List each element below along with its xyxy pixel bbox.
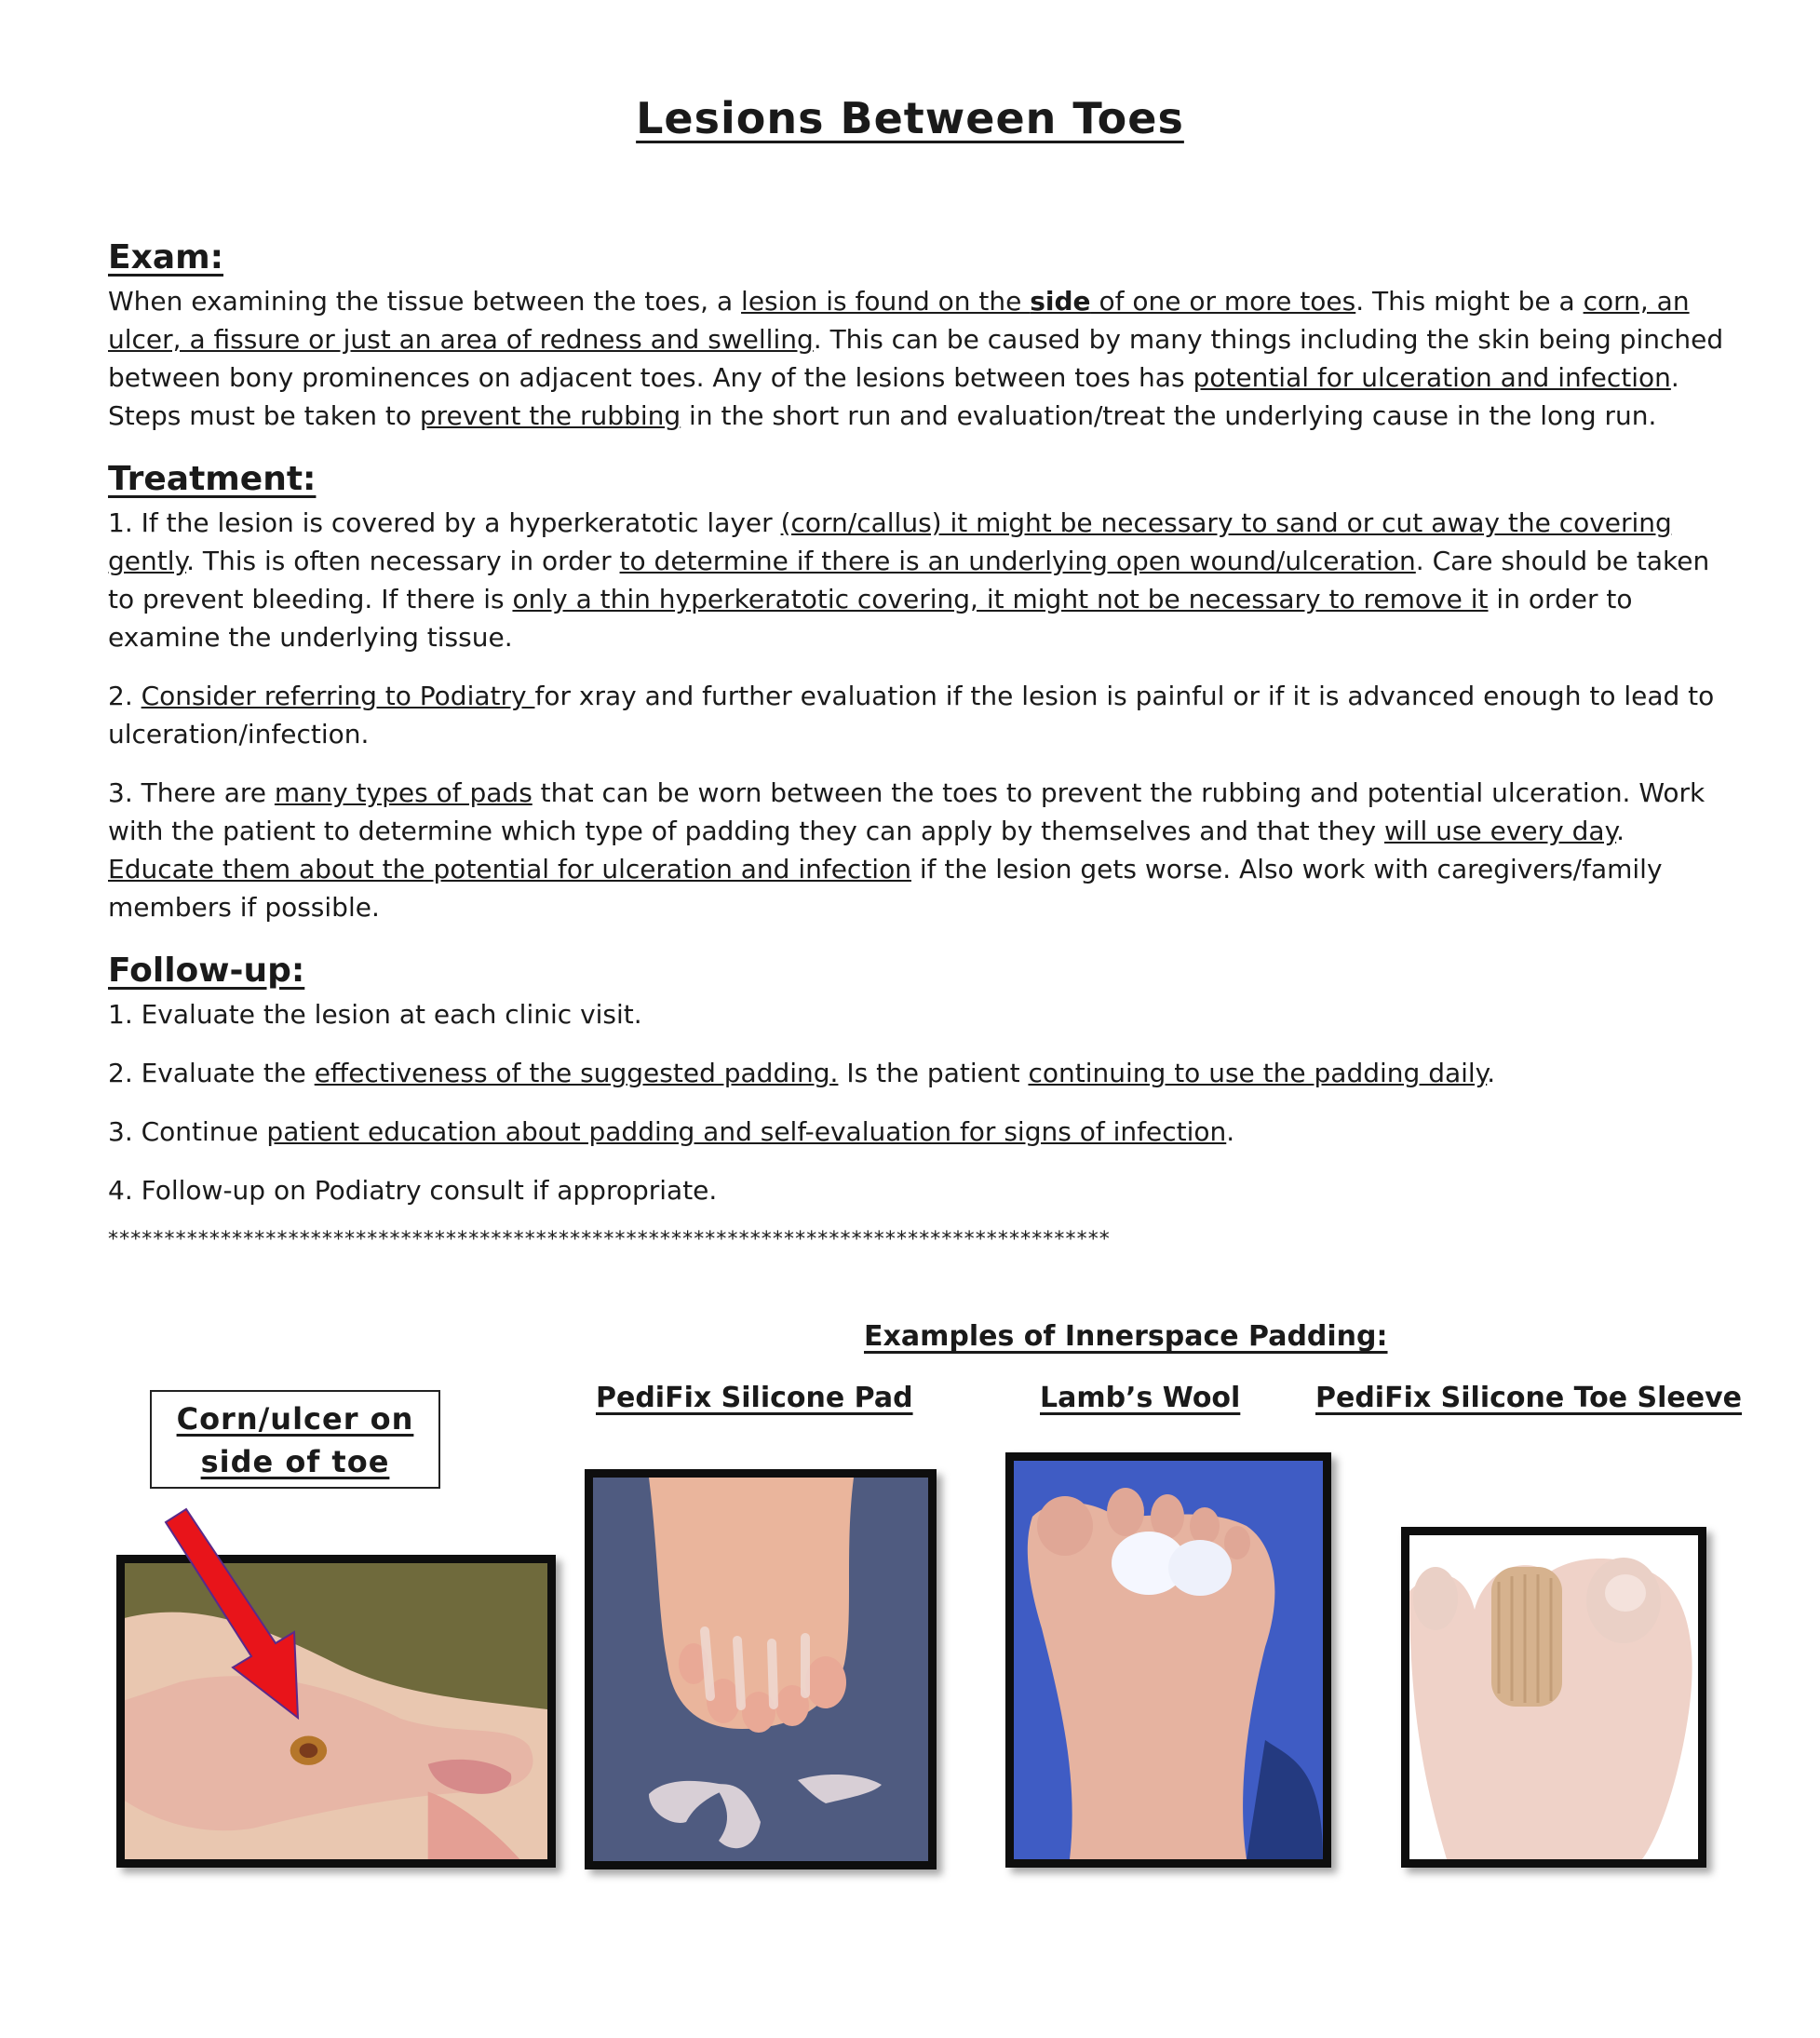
followup-item-3 [108, 1113, 1728, 1151]
followup-item-4 [108, 1171, 1728, 1209]
toe-sleeve-photo [1401, 1527, 1706, 1868]
text-segment: potential for ulceration and infection [1193, 362, 1671, 393]
toe-sleeve-label: PediFix Silicone Toe Sleeve [1315, 1382, 1743, 1414]
text-segment: 3. Continue [108, 1116, 267, 1147]
exam-paragraph [108, 282, 1728, 435]
pedifix-pad-illustration [593, 1478, 928, 1861]
text-segment: (corn/callus) it might be necessary to sand or cut away the covering gently [108, 507, 1672, 576]
treatment-heading: Treatment: [108, 460, 317, 498]
text-segment: 2. Evaluate the [108, 1058, 315, 1088]
text-segment: . This can be caused by many things including the skin being pinched between bony prominences on adjacent toes. Any of the lesions between toes has [108, 324, 1724, 393]
text-segment: to determine if there is an underlying open wound/ulceration [619, 546, 1416, 576]
text-segment: in the short run and evaluation/treat the underlying cause in the long run. [681, 400, 1657, 431]
followup-heading: Follow-up: [108, 952, 305, 990]
callout-box [150, 1390, 440, 1489]
text-segment: in order to examine the underlying tissue. [108, 584, 1633, 653]
text-segment: of one or more toes [1090, 286, 1356, 317]
treatment-item-1 [108, 504, 1728, 656]
content-body [108, 237, 1728, 1251]
text-segment: 3. There are [108, 777, 275, 808]
text-segment: corn, an ulcer, a fissure or just an area of redness and swelling [108, 286, 1690, 355]
text-segment: 1. Evaluate the lesion at each clinic visit. [108, 999, 642, 1030]
text-segment: only a thin hyperkeratotic covering, it might not be necessary to remove it [512, 584, 1489, 614]
lambs-wool-photo [1005, 1452, 1331, 1868]
exam-heading: Exam: [108, 238, 224, 277]
text-segment: patient education about padding and self-evaluation for signs of infection [266, 1116, 1227, 1147]
text-segment: Educate them about the potential for ulceration and infection [108, 854, 911, 884]
text-segment: . This is often necessary in order [186, 546, 620, 576]
text-segment: if the lesion gets worse. Also work with caregivers/family members if possible. [108, 854, 1663, 923]
followup-item-2 [108, 1054, 1728, 1092]
lambs-wool-label: Lamb’s Wool [1040, 1382, 1241, 1414]
text-segment: effectiveness of the suggested padding. [314, 1058, 839, 1088]
page-title: Lesions Between Toes [636, 93, 1184, 143]
text-segment: Is the patient [838, 1058, 1029, 1088]
text-segment: for xray and further evaluation if the lesion is painful or if it is advanced enough to lead to ulceration/infection. [108, 681, 1715, 749]
red-arrow-icon [158, 1504, 317, 1727]
text-segment: 4. Follow-up on Podiatry consult if appropriate. [108, 1175, 718, 1206]
treatment-item-3 [108, 774, 1728, 926]
text-segment: Consider referring to Podiatry [141, 681, 535, 711]
text-segment: 2. [108, 681, 142, 711]
text-segment: . Care should be taken to prevent bleeding. If there is [108, 546, 1710, 614]
followup-item-1 [108, 995, 1728, 1033]
text-segment: . [1226, 1116, 1235, 1147]
text-segment: prevent the rubbing [419, 400, 681, 431]
text-segment: . Steps must be taken to [108, 362, 1679, 431]
text-segment: lesion is found on the [741, 286, 1031, 317]
text-segment: side [1030, 286, 1091, 317]
text-segment: When examining the tissue between the toes, a [108, 286, 742, 317]
callout-line-2: side of toe [200, 1444, 390, 1479]
callout-line-1: Corn/ulcer on [176, 1401, 414, 1437]
examples-heading: Examples of Innerspace Padding: [864, 1320, 1388, 1353]
pedifix-pad-photo [585, 1469, 937, 1869]
text-segment: 1. If the lesion is covered by a hyperkeratotic layer [108, 507, 781, 538]
text-segment: that can be worn between the toes to prevent the rubbing and potential ulceration. Work with the patient to determine which type of padding they can apply by themselves and that they [108, 777, 1705, 846]
separator-asterisks: ***************************************************************************************** [108, 1228, 1111, 1251]
pedifix-pad-label: PediFix Silicone Pad [596, 1382, 913, 1414]
text-segment: . [1616, 816, 1625, 846]
text-segment: will use every day [1384, 816, 1617, 846]
text-segment: . [1487, 1058, 1496, 1088]
text-segment: continuing to use the padding daily [1028, 1058, 1488, 1088]
treatment-item-2 [108, 677, 1728, 753]
text-segment: many types of pads [274, 777, 533, 808]
lambs-wool-illustration [1014, 1461, 1323, 1859]
toe-sleeve-illustration [1409, 1535, 1698, 1859]
text-segment: . This might be a [1355, 286, 1584, 317]
